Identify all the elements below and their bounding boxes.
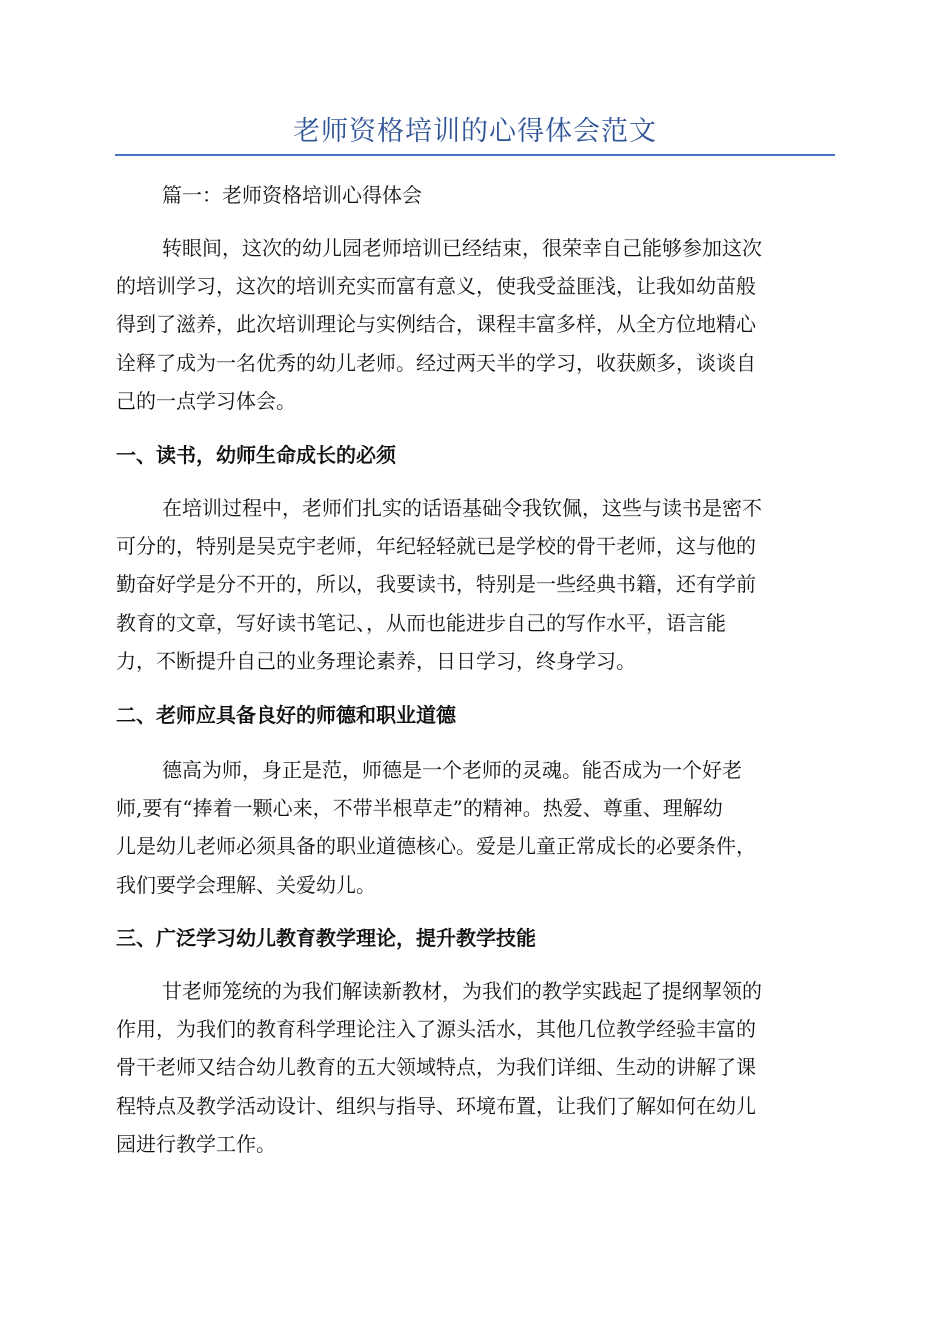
article-subtitle: 篇一：老师资格培训心得体会: [162, 183, 422, 207]
paragraph-line: 儿是幼儿老师必须具备的职业道德核心。爱是儿童正常成长的必要条件，: [116, 834, 756, 859]
paragraph-line: 勤奋好学是分不开的，所以，我要读书，特别是一些经典书籍，还有学前: [116, 572, 756, 597]
paragraph-line: 可分的，特别是吴克宇老师，年纪轻轻就已是学校的骨干老师，这与他的: [116, 534, 756, 559]
section-heading-3: 三、广泛学习幼儿教育教学理论，提升教学技能: [116, 926, 536, 950]
paragraph-line: 骨干老师又结合幼儿教育的五大领域特点，为我们详细、生动的讲解了课: [116, 1055, 756, 1080]
paragraph-line: 的培训学习，这次的培训充实而富有意义，使我受益匪浅，让我如幼苗般: [116, 274, 756, 299]
paragraph-line: 转眼间，这次的幼儿园老师培训已经结束，很荣幸自己能够参加这次: [162, 236, 762, 260]
section-heading-2: 二、老师应具备良好的师德和职业道德: [116, 703, 456, 727]
title-underline: [115, 154, 835, 156]
paragraph-line: 师,要有“捧着一颗心来，不带半根草走”的精神。热爱、尊重、理解幼: [116, 796, 723, 821]
paragraph-line: 我们要学会理解、关爱幼儿。: [116, 872, 376, 897]
document-title: 老师资格培训的心得体会范文: [293, 116, 657, 147]
paragraph-line: 得到了滋养，此次培训理论与实例结合，课程丰富多样，从全方位地精心: [116, 312, 756, 337]
paragraph-line: 程特点及教学活动设计、组织与指导、环境布置，让我们了解如何在幼儿: [116, 1093, 756, 1118]
paragraph-line: 甘老师笼统的为我们解读新教材，为我们的教学实践起了提纲挈领的: [162, 979, 762, 1003]
intro-paragraph: [116, 229, 832, 420]
paragraph-line: 教育的文章，写好读书笔记、，从而也能进步自己的写作水平，语言能: [116, 610, 726, 635]
section-paragraph-2: [116, 751, 832, 904]
paragraph-line: 己的一点学习体会。: [116, 388, 296, 413]
paragraph-line: 作用，为我们的教育科学理论注入了源头活水，其他几位教学经验丰富的: [116, 1017, 756, 1042]
paragraph-line: 德高为师，身正是范，师德是一个老师的灵魂。能否成为一个好老: [162, 758, 742, 782]
paragraph-line: 诠释了成为一名优秀的幼儿老师。经过两天半的学习，收获颇多，谈谈自: [116, 350, 756, 375]
paragraph-line: 在培训过程中，老师们扎实的话语基础令我钦佩，这些与读书是密不: [162, 496, 762, 520]
section-paragraph-3: [116, 972, 832, 1163]
paragraph-line: 力，不断提升自己的业务理论素养，日日学习，终身学习。: [116, 648, 636, 673]
section-paragraph-1: [116, 489, 832, 680]
paragraph-line: 园进行教学工作。: [116, 1131, 276, 1156]
section-heading-1: 一、读书，幼师生命成长的必须: [116, 443, 396, 467]
